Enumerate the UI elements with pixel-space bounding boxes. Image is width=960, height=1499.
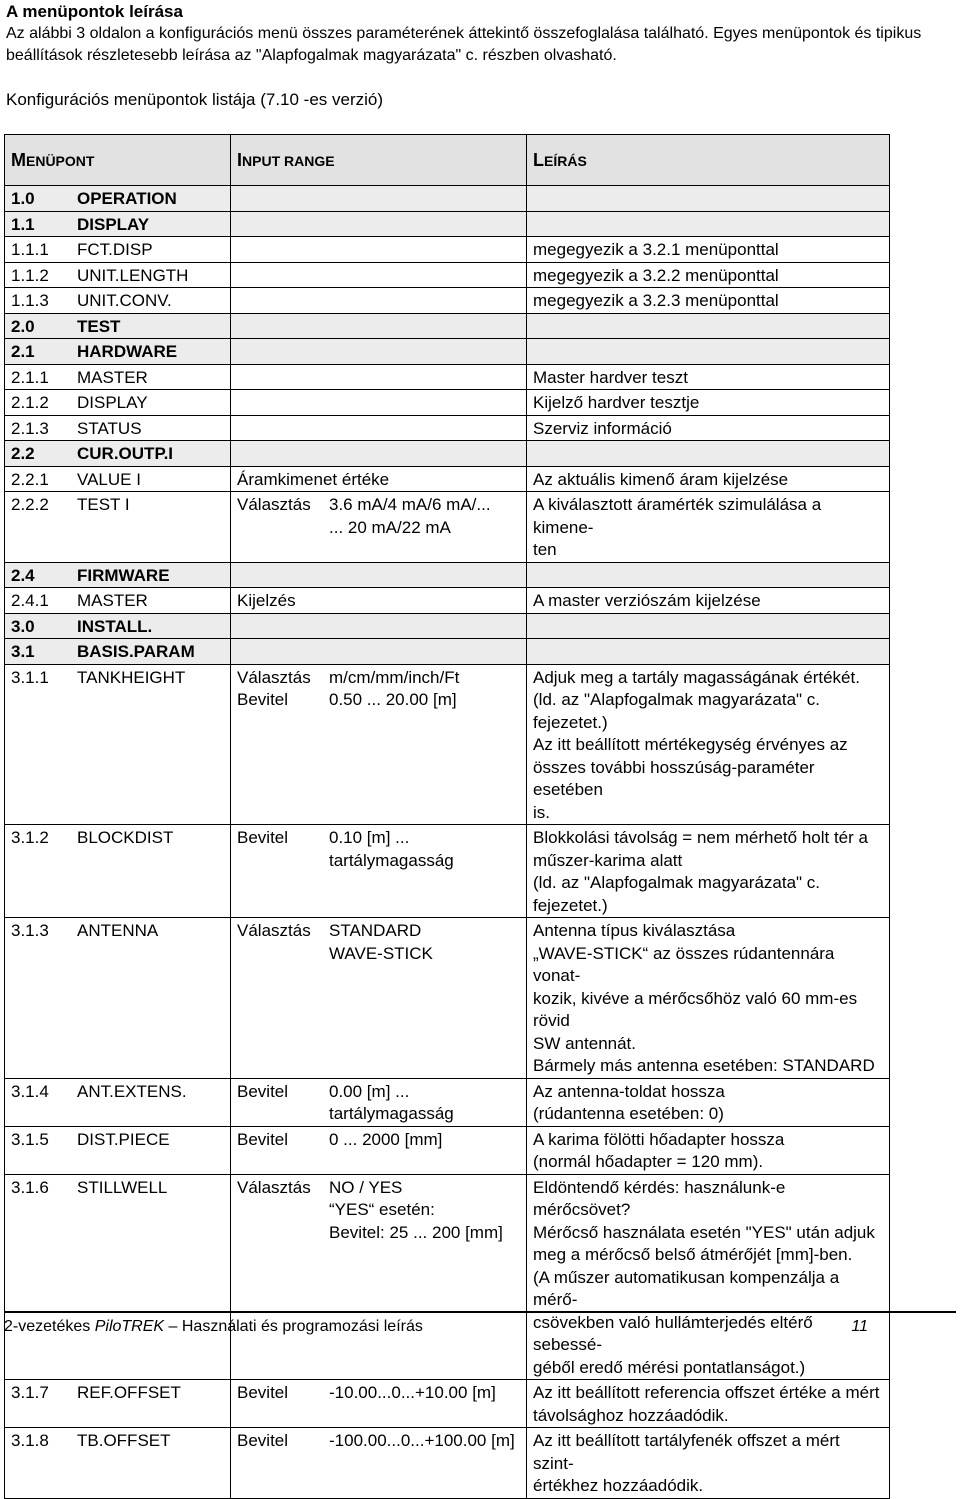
input-mode: Kijelzés <box>237 591 296 610</box>
menu-label: DISPLAY <box>77 214 150 234</box>
input-value: -10.00...0...+10.00 [m] <box>329 1383 496 1402</box>
input-value: ... 20 mA/22 mA <box>329 517 451 537</box>
menu-item-cell <box>5 562 231 588</box>
input-value: WAVE-STICK <box>329 943 433 963</box>
input-mode <box>237 517 329 540</box>
description-line: megegyezik a 3.2.1 menüponttal <box>533 240 779 259</box>
menu-number: 2.2.1 <box>11 469 49 489</box>
input-value: NO / YES <box>329 1177 403 1197</box>
table-row <box>5 1428 890 1499</box>
menu-item-cell <box>5 288 231 314</box>
menu-label: STILLWELL <box>77 1177 168 1197</box>
description-cell <box>527 441 890 467</box>
table-row <box>5 1380 890 1428</box>
menu-number: 3.1.7 <box>11 1383 49 1402</box>
section-title: A menüpontok leírása <box>6 2 183 21</box>
description-line: SW antennát. <box>533 1033 637 1053</box>
input-range-cell <box>231 441 527 467</box>
input-value: 0.10 [m] ... tartálymagasság <box>329 828 454 870</box>
menu-label: TEST <box>77 316 121 336</box>
input-range-cell <box>231 918 527 1079</box>
menu-item-cell <box>5 466 231 492</box>
input-value: “YES“ esetén: <box>329 1200 435 1219</box>
menu-number: 1.1 <box>11 214 35 234</box>
table-row <box>5 466 890 492</box>
table-row <box>5 825 890 918</box>
menu-label: MASTER <box>77 591 148 610</box>
description-line: Blokkolási távolság = nem mérhető holt tér a <box>533 828 868 847</box>
table-row <box>5 664 890 825</box>
input-range-cell <box>231 313 527 339</box>
input-mode: Választás <box>237 667 311 687</box>
menu-item-cell <box>5 492 231 563</box>
description-line: Az itt beállított tartályfenék offszet a mért szint- <box>533 1431 840 1473</box>
menu-item-cell <box>5 313 231 339</box>
description-cell <box>527 186 890 212</box>
menu-number: 3.1.3 <box>11 921 49 940</box>
menu-number: 1.0 <box>11 189 35 208</box>
description-line: A karima fölötti hőadapter hossza <box>533 1129 785 1149</box>
input-range-cell <box>231 237 527 263</box>
input-range-cell <box>231 1428 527 1499</box>
menu-number: 1.1.2 <box>11 265 49 285</box>
table-row <box>5 237 890 263</box>
menu-label: BLOCKDIST <box>77 828 174 847</box>
description-line: Adjuk meg a tartály magasságának értékét. <box>533 667 860 687</box>
menu-number: 3.0 <box>11 616 35 636</box>
input-mode: Áramkimenet értéke <box>237 469 390 489</box>
menu-item-cell <box>5 390 231 416</box>
input-range-cell <box>231 492 527 563</box>
menu-item-cell <box>5 664 231 825</box>
table-row <box>5 1126 890 1174</box>
description-line: Bármely más antenna esetében: STANDARD <box>533 1056 875 1075</box>
table-row <box>5 364 890 390</box>
menu-item-cell <box>5 825 231 918</box>
menu-label: INSTALL. <box>77 616 153 636</box>
table-row <box>5 339 890 365</box>
table-header-row <box>5 135 890 186</box>
menu-item-cell <box>5 211 231 237</box>
input-range-cell <box>231 415 527 441</box>
description-cell <box>527 1078 890 1126</box>
menu-number: 2.1 <box>11 342 35 361</box>
table-row <box>5 562 890 588</box>
description-cell <box>527 639 890 665</box>
footer-prefix: 2-vezetékes <box>4 1318 95 1335</box>
page-number: 11 <box>851 1318 868 1335</box>
menu-label: CUR.OUTP.I <box>77 444 174 463</box>
input-mode: Bevitel <box>237 690 289 709</box>
input-mode: Bevitel <box>237 1129 289 1149</box>
input-mode: Bevitel <box>237 828 289 847</box>
menu-item-cell <box>5 237 231 263</box>
description-line: Az itt beállított referencia offszet értéke a mért <box>533 1383 880 1402</box>
description-line: A kiválasztott áramérték szimulálása a kimene- <box>533 495 822 537</box>
menu-number: 3.1.2 <box>11 828 49 847</box>
description-line: meg a mérőcső belső átmérőjét [mm]-ben. <box>533 1245 853 1264</box>
description-line: „WAVE-STICK“ az összes rúdantennára vonat- <box>533 943 835 985</box>
intro-paragraph: Az alábbi 3 oldalon a konfigurációs menü összes paraméterének áttekintő összefoglalása található. Egyes menüpontok és tipikus beállítások részletesebb leírása az "Alapfogalmak magyarázata" c. részben olvasható. <box>6 25 922 64</box>
input-range-cell <box>231 466 527 492</box>
menu-label: TB.OFFSET <box>77 1431 171 1450</box>
header-input-range: INPUT RANGE <box>231 135 527 186</box>
menu-label: DISPLAY <box>77 393 148 412</box>
description-cell <box>527 1428 890 1499</box>
menu-label: UNIT.LENGTH <box>77 265 189 285</box>
description-line: Master hardver teszt <box>533 367 688 387</box>
description-line: ten <box>533 540 557 559</box>
description-line: A master verziószám kijelzése <box>533 591 761 610</box>
menu-number: 1.1.3 <box>11 291 49 310</box>
table-row <box>5 313 890 339</box>
description-line: Eldöntendő kérdés: használunk-e mérőcsövet? <box>533 1177 786 1219</box>
menu-item-cell <box>5 639 231 665</box>
description-cell <box>527 825 890 918</box>
input-range-cell <box>231 1078 527 1126</box>
description-cell <box>527 237 890 263</box>
description-line: Az itt beállított mértékegység érvényes az <box>533 735 848 754</box>
input-value: 0.50 ... 20.00 [m] <box>329 690 457 709</box>
table-row <box>5 186 890 212</box>
input-range-cell <box>231 1126 527 1174</box>
menu-label: HARDWARE <box>77 342 178 361</box>
page-footer <box>4 1311 956 1336</box>
input-value: 0 ... 2000 [mm] <box>329 1129 443 1149</box>
menu-label: STATUS <box>77 418 142 438</box>
table-row <box>5 639 890 665</box>
input-range-cell <box>231 1380 527 1428</box>
description-line: is. <box>533 802 550 822</box>
description-line: géből eredő mérési pontatlanságot.) <box>533 1357 806 1377</box>
table-row <box>5 441 890 467</box>
input-mode <box>237 943 329 966</box>
description-cell <box>527 492 890 563</box>
description-line: (normál hőadapter = 120 mm). <box>533 1152 764 1171</box>
input-value: -100.00...0...+100.00 [m] <box>329 1431 515 1450</box>
description-cell <box>527 415 890 441</box>
description-line: megegyezik a 3.2.2 menüponttal <box>533 265 779 285</box>
menu-number: 2.2 <box>11 444 35 463</box>
menu-label: VALUE I <box>77 469 141 489</box>
input-value: Bevitel: 25 ... 200 [mm] <box>329 1222 503 1242</box>
description-cell <box>527 288 890 314</box>
list-subtitle: Konfigurációs menüpontok listája (7.10 -es verzió) <box>6 90 384 109</box>
menu-number: 2.2.2 <box>11 495 49 514</box>
menu-label: TEST I <box>77 495 130 514</box>
table-row <box>5 390 890 416</box>
input-range-cell <box>231 1174 527 1380</box>
input-range-cell <box>231 639 527 665</box>
description-cell <box>527 211 890 237</box>
input-range-cell <box>231 364 527 390</box>
description-line: távolsághoz hozzáadódik. <box>533 1405 729 1425</box>
description-line: Az aktuális kimenő áram kijelzése <box>533 469 789 489</box>
input-range-cell <box>231 562 527 588</box>
menu-number: 3.1 <box>11 642 35 661</box>
description-cell <box>527 262 890 288</box>
table-row <box>5 492 890 563</box>
menu-label: OPERATION <box>77 189 177 208</box>
description-line: Az antenna-toldat hossza <box>533 1081 725 1101</box>
description-line: Szerviz információ <box>533 418 672 438</box>
menu-number: 2.4 <box>11 565 35 585</box>
menu-item-cell <box>5 1126 231 1174</box>
menu-number: 3.1.8 <box>11 1431 49 1450</box>
menu-label: BASIS.PARAM <box>77 642 195 661</box>
menu-item-cell <box>5 441 231 467</box>
description-cell <box>527 613 890 639</box>
menu-label: FCT.DISP <box>77 240 153 259</box>
menu-label: ANT.EXTENS. <box>77 1081 187 1101</box>
input-range-cell <box>231 288 527 314</box>
menu-item-cell <box>5 364 231 390</box>
menu-item-cell <box>5 588 231 614</box>
description-line: (ld. az "Alapfogalmak magyarázata" c. fejezetet.) <box>533 690 821 732</box>
description-cell <box>527 466 890 492</box>
description-line: (ld. az "Alapfogalmak magyarázata" c. fejezetet.) <box>533 873 821 915</box>
table-row <box>5 211 890 237</box>
description-cell <box>527 664 890 825</box>
menu-item-cell <box>5 339 231 365</box>
input-value: STANDARD <box>329 921 422 940</box>
description-line: értékhez hozzáadódik. <box>533 1476 704 1495</box>
menu-item-cell <box>5 1428 231 1499</box>
footer-suffix: – Használati és programozási leírás <box>164 1318 423 1335</box>
input-range-cell <box>231 186 527 212</box>
description-line: (A műszer automatikusan kompenzálja a mérő- <box>533 1267 840 1309</box>
table-row <box>5 288 890 314</box>
table-row <box>5 262 890 288</box>
description-cell <box>527 588 890 614</box>
input-range-cell <box>231 390 527 416</box>
description-line: Antenna típus kiválasztása <box>533 921 736 940</box>
description-cell <box>527 918 890 1079</box>
input-range-cell <box>231 664 527 825</box>
menu-number: 2.4.1 <box>11 591 49 610</box>
description-line: összes további hosszúság-paraméter esetében <box>533 757 815 799</box>
description-cell <box>527 390 890 416</box>
input-value: 0.00 [m] ... tartálymagasság <box>329 1081 454 1123</box>
input-mode <box>237 1199 329 1222</box>
menu-label: FIRMWARE <box>77 565 170 585</box>
menu-label: UNIT.CONV. <box>77 291 172 310</box>
input-range-cell <box>231 339 527 365</box>
description-cell <box>527 364 890 390</box>
menu-number: 1.1.1 <box>11 240 49 259</box>
input-mode: Választás <box>237 921 311 940</box>
input-mode <box>237 1222 329 1245</box>
menu-label: REF.OFFSET <box>77 1383 181 1402</box>
table-row <box>5 1078 890 1126</box>
menu-table <box>4 134 890 1499</box>
description-line: csövekben való hullámterjedés eltérő sebessé- <box>533 1312 813 1354</box>
menu-item-cell <box>5 262 231 288</box>
description-line: Mérőcső használata esetén "YES" után adjuk <box>533 1222 875 1242</box>
description-cell <box>527 313 890 339</box>
input-range-cell <box>231 262 527 288</box>
input-range-cell <box>231 211 527 237</box>
description-line: műszer-karima alatt <box>533 850 683 870</box>
menu-number: 2.1.3 <box>11 418 49 438</box>
description-line: megegyezik a 3.2.3 menüponttal <box>533 291 779 310</box>
menu-item-cell <box>5 1078 231 1126</box>
description-cell <box>527 562 890 588</box>
menu-number: 3.1.6 <box>11 1177 49 1197</box>
input-value: 3.6 mA/4 mA/6 mA/... <box>329 495 491 514</box>
menu-label: DIST.PIECE <box>77 1129 170 1149</box>
description-cell <box>527 1174 890 1380</box>
table-row <box>5 415 890 441</box>
menu-number: 3.1.5 <box>11 1129 49 1149</box>
menu-item-cell <box>5 415 231 441</box>
input-range-cell <box>231 588 527 614</box>
description-line: (rúdantenna esetében: 0) <box>533 1104 724 1123</box>
table-row <box>5 588 890 614</box>
menu-label: ANTENNA <box>77 921 159 940</box>
description-cell <box>527 1126 890 1174</box>
input-range-cell <box>231 613 527 639</box>
menu-item-cell <box>5 918 231 1079</box>
menu-item-cell <box>5 613 231 639</box>
table-row <box>5 918 890 1079</box>
menu-number: 2.1.1 <box>11 367 49 387</box>
menu-item-cell <box>5 1380 231 1428</box>
description-line: Kijelző hardver tesztje <box>533 393 700 412</box>
header-menupont: MENÜPONT <box>5 135 231 186</box>
table-row <box>5 1174 890 1380</box>
menu-number: 2.1.2 <box>11 393 49 412</box>
input-value: m/cm/mm/inch/Ft <box>329 667 460 687</box>
menu-item-cell <box>5 186 231 212</box>
header-leiras: LEÍRÁS <box>527 135 890 186</box>
input-mode: Választás <box>237 495 311 514</box>
description-cell <box>527 1380 890 1428</box>
menu-label: MASTER <box>77 367 148 387</box>
menu-item-cell <box>5 1174 231 1380</box>
input-mode: Bevitel <box>237 1431 289 1450</box>
input-mode: Választás <box>237 1177 311 1197</box>
footer-product: PiloTREK <box>94 1318 165 1335</box>
table-row <box>5 613 890 639</box>
menu-label: TANKHEIGHT <box>77 667 186 687</box>
menu-number: 3.1.4 <box>11 1081 49 1101</box>
input-mode: Bevitel <box>237 1383 289 1402</box>
description-cell <box>527 339 890 365</box>
input-range-cell <box>231 825 527 918</box>
menu-number: 3.1.1 <box>11 667 49 687</box>
menu-number: 2.0 <box>11 316 35 336</box>
description-line: kozik, kivéve a mérőcsőhöz való 60 mm-es rövid <box>533 988 858 1030</box>
input-mode: Bevitel <box>237 1081 289 1101</box>
